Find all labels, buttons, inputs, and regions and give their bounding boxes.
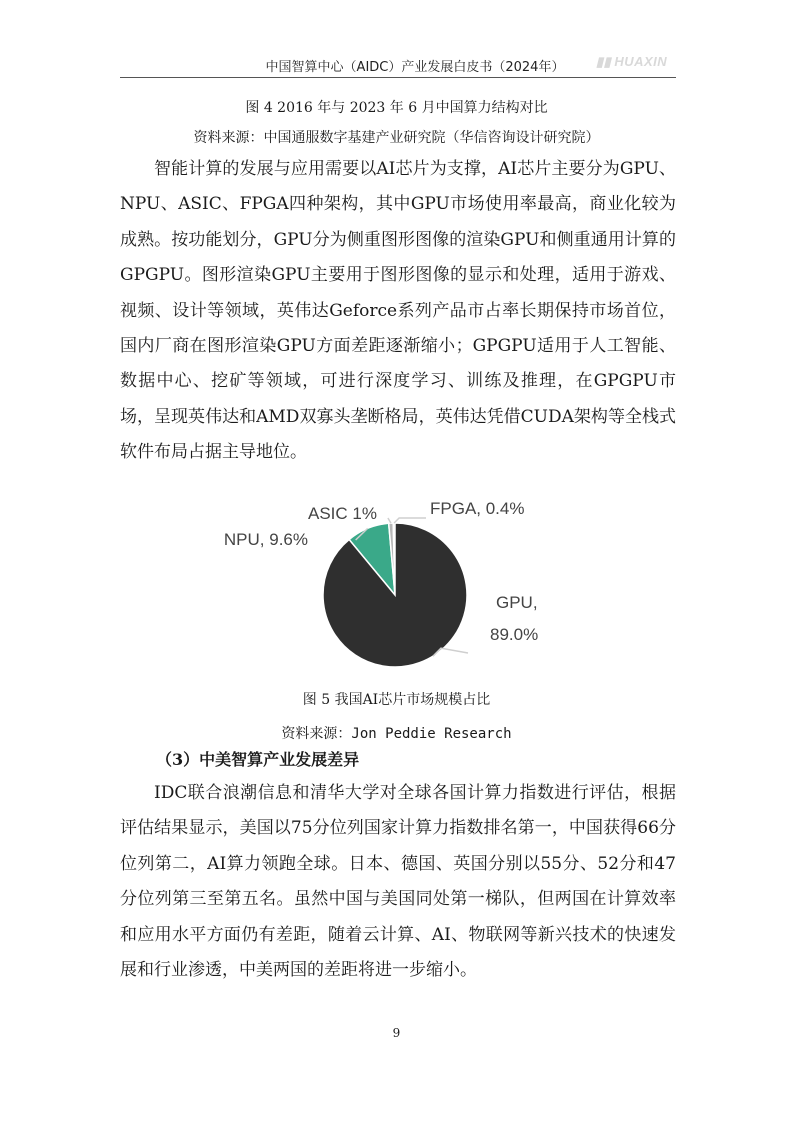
document-header-title: 中国智算中心（AIDC）产业发展白皮书（2024年） — [265, 60, 565, 75]
pie-slice-gpu — [323, 523, 467, 667]
figure-5-caption: 图 5 我国AI芯片市场规模占比 — [302, 692, 491, 708]
leader-line-fpga — [394, 518, 426, 523]
ai-chip-market-pie-chart — [200, 490, 590, 680]
paragraph-text: 智能计算的发展与应用需要以AI芯片为支撑，AI芯片主要分为GPU、NPU、ASIC、FPGA四种架构，其中GPU市场使用率最高，商业化较为成熟。按功能划分，GPU分为侧重图形图像的渲染GPU和侧重通用计算的GPGPU。图形渲染GPU主要用于图形图像的显示和处理，适用于游戏、视频、设计等领域，英伟达Geforce系列产品市占率长期保持市场首位，国内厂商在图形渲染GPU方面差距逐渐缩小；GPGPU适用于人工智能、数据中心、挖矿等领域，可进行深度学习、训练及推理，在GPGPU市场，呈现英伟达和AMD双寡头垄断格局，英伟达凭借CUDA架构等全栈式软件布局占据主导地位。 — [120, 159, 676, 463]
paragraph-text: IDC联合浪潮信息和清华大学对全球各国计算力指数进行评估，根据评估结果显示，美国以75分位列国家计算力指数排名第一，中国获得66分位列第二，AI算力领跑全球。日本、德国、英国分别以55分、52分和47分位列第三至第五名。虽然中国与美国同处第一梯队，但两国在计算效率和应用水平方面仍有差距，随着云计算、AI、物联网等新兴技术的快速发展和行业渗透，中美两国的差距将进一步缩小。 — [120, 783, 676, 981]
pie-slices — [323, 523, 467, 667]
huaxin-logo-icon: ▮▮ — [596, 54, 612, 69]
pie-label-fpga: FPGA, 0.4% — [430, 499, 525, 518]
page-number: 9 — [392, 1026, 401, 1040]
huaxin-logo-text: HUAXIN — [614, 54, 668, 69]
pie-label-npu: NPU, 9.6% — [223, 530, 308, 549]
figure-4-source: 资料来源：中国通服数字基建产业研究院（华信咨询设计研究院） — [193, 130, 600, 146]
leader-line-asic — [388, 518, 391, 523]
header-divider — [120, 77, 676, 78]
pie-label-asic: ASIC 1% — [308, 504, 377, 523]
figure-4-caption: 图 4 2016 年与 2023 年 6 月中国算力结构对比 — [245, 100, 548, 116]
pie-label-gpu-name: GPU, — [496, 593, 538, 612]
section-heading: （3）中美智算产业发展差异 — [156, 750, 360, 769]
body-paragraph-ai-chips — [120, 152, 676, 471]
body-paragraph-us-china — [120, 776, 676, 988]
figure-5-source: 资料来源：Jon Peddie Research — [281, 726, 512, 742]
huaxin-logo — [596, 54, 667, 70]
pie-label-gpu-value: 89.0% — [490, 625, 539, 644]
